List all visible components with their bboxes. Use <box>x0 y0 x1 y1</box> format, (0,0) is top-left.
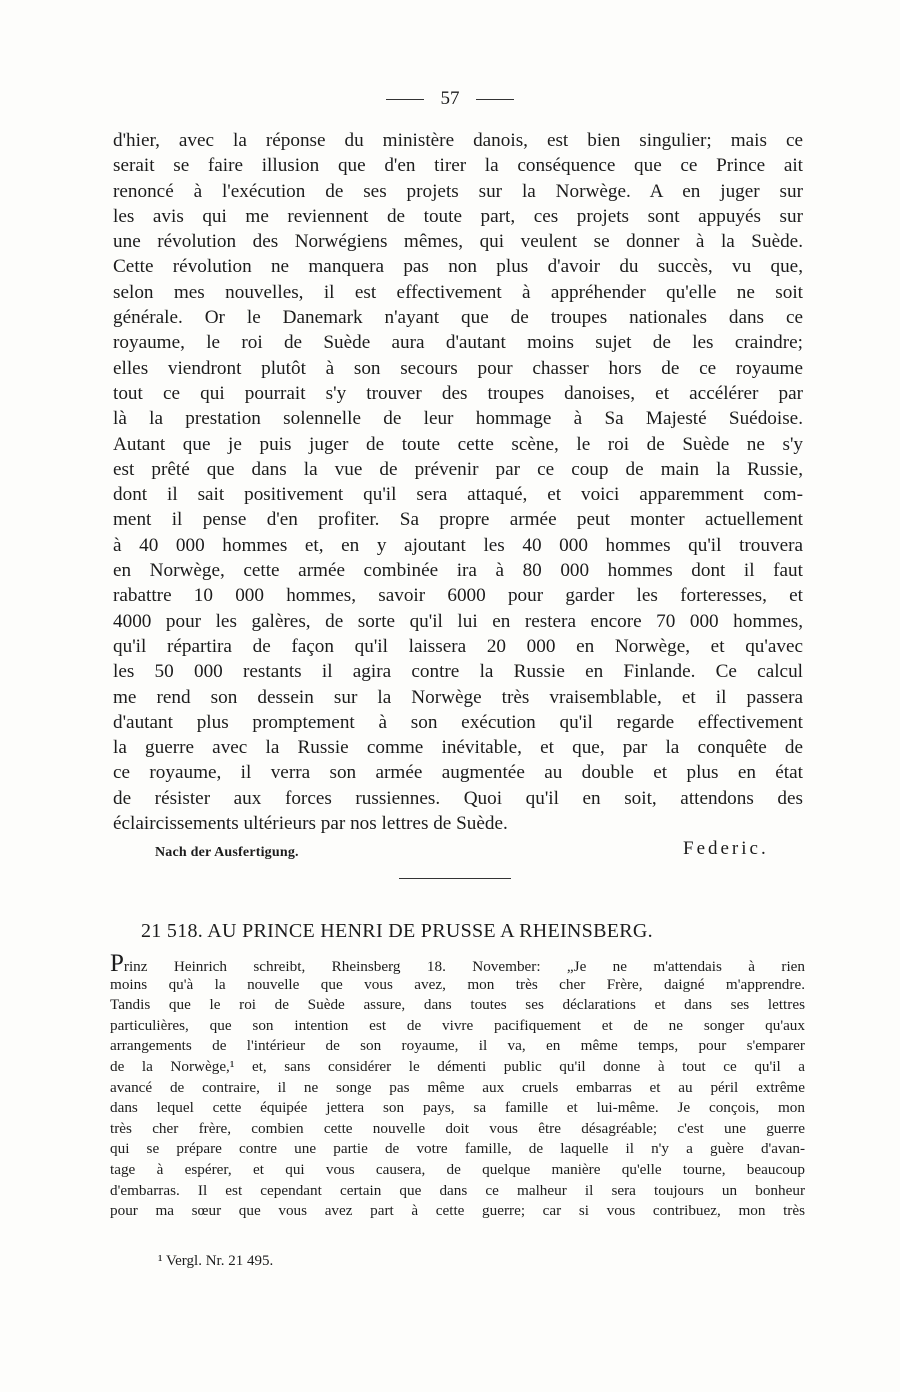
body-text-line: la guerre avec la Russie comme inévitable, et que, par la conquête de <box>113 737 803 759</box>
body-text-line: me rend son dessein sur la Norwège très vraisemblable, et il passera <box>113 686 803 708</box>
footnote: ¹ Vergl. Nr. 21 495. <box>158 1253 274 1269</box>
letter-text-line: avancé de contraire, il ne songe pas même aux cruels embarras et au péril extrême <box>110 1078 805 1096</box>
body-text-line: générale. Or le Danemark n'ayant que de troupes nationales dans ce <box>113 307 803 329</box>
letter-text-line: Tandis que le roi de Suède assure, dans toutes ses déclarations et dans ses lettres <box>110 996 805 1014</box>
body-text-line: selon mes nouvelles, il est effectivement à appréhender qu'elle ne soit <box>113 281 803 303</box>
body-text-line: Cette révolution ne manquera pas non plus d'avoir du succès, vu que, <box>113 256 803 278</box>
body-text-line: d'hier, avec la réponse du ministère danois, est bien singulier; mais ce <box>113 130 803 151</box>
body-text-line: elles viendront plutôt à son secours pour chasser hors de ce royaume <box>113 357 803 379</box>
body-text-line: une révolution des Norwégiens mêmes, qui veulent se donner à la Suède. <box>113 231 803 253</box>
body-text-line: éclaircissements ultérieurs par nos lettres de Suède. <box>113 813 508 835</box>
page-header <box>0 84 900 114</box>
body-text-line: Autant que je puis juger de toute cette scène, le roi de Suède ne s'y <box>113 433 803 455</box>
body-text-line: renoncé à l'exécution de ses projets sur la Norwège. A en juger sur <box>113 180 803 202</box>
letter-text-line: moins qu'à la nouvelle que vous avez, mon très cher Frère, daigné m'apprendre. <box>110 975 805 993</box>
body-text-line: ment il pense d'en profiter. Sa propre armée peut monter actuellement <box>113 509 803 531</box>
body-text-line: les avis qui me reviennent de toute part, ces projets sont appuyés sur <box>113 205 803 227</box>
letter-text-line: dans lequel cette équipée jettera son pays, sa famille et lui-même. Je conçois, mon <box>110 1099 805 1117</box>
body-text-line: tout ce qui pourrait s'y trouver des troupes danoises, et accélérer par <box>113 382 803 404</box>
letter-text-line: de la Norwège,¹ et, sans considérer le démenti public qu'il donne à tout ce qu'il a <box>110 1057 805 1075</box>
letter-text-line: d'embarras. Il est cependant certain que dans ce malheur il sera toujours un bonheur <box>110 1181 805 1199</box>
body-text-line: ce royaume, il verra son armée augmentée au double et plus en état <box>113 762 803 784</box>
letter-first-line-text: rinz Heinrich schreibt, Rheinsberg 18. November: „Je ne m'attendais à rien <box>123 958 805 975</box>
main-text-block <box>113 128 803 836</box>
header-rule-right <box>476 99 514 100</box>
section-separator <box>399 878 511 879</box>
letter-text-line: qui se prépare contre une partie de votre famille, de laquelle il n'y a guère d'avan- <box>110 1140 805 1158</box>
body-text-line: de résister aux forces russiennes. Quoi qu'il en soit, attendons des <box>113 787 803 809</box>
body-text-line: serait se faire illusion que d'en tirer la conséquence que ce Prince ait <box>113 155 803 177</box>
body-text-line: en Norwège, cette armée combinée ira à 80 000 hommes dont il faut <box>113 560 803 582</box>
letter-text-line: très cher frère, combien cette nouvelle doit vous être désagréable; c'est une guerre <box>110 1119 805 1137</box>
page-number: 57 <box>440 88 460 109</box>
body-text-line: dont il sait positivement qu'il sera attaqué, et voici apparemment com- <box>113 484 803 506</box>
body-text-line: royaume, le roi de Suède aura d'autant moins sujet de les craindre; <box>113 332 803 354</box>
letter-text-line: particulières, que son intention est de vivre pacifiquement et de ne songer qu'aux <box>110 1016 805 1034</box>
body-text-line: rabattre 10 000 hommes, savoir 6000 pour garder les forteresses, et <box>113 585 803 607</box>
header-rule-left <box>386 99 424 100</box>
body-text-line: là la prestation solennelle de leur hommage à Sa Majesté Suédoise. <box>113 408 803 430</box>
letter-initial: P <box>110 950 124 977</box>
body-text-line: à 40 000 hommes et, en y ajoutant les 40 000 hommes qu'il trouvera <box>113 534 803 556</box>
letter-text-line <box>110 950 805 977</box>
body-text-line: qu'il répartira de façon qu'il laissera 20 000 en Norwège, et qu'avec <box>113 635 803 657</box>
body-text-line: 4000 pour les galères, de sorte qu'il lui en restera encore 70 000 hommes, <box>113 610 803 632</box>
letter-heading: 21 518. AU PRINCE HENRI DE PRUSSE A RHEINSBERG. <box>141 920 653 942</box>
letter-text-line: pour ma sœur que vous avez part à cette guerre; car si vous contribuez, mon très <box>110 1202 805 1220</box>
letter-text-block <box>110 950 805 1222</box>
letter-text-line: tage à espérer, et qui vous causera, de quelque manière qu'elle tourne, beaucoup <box>110 1160 805 1178</box>
signature: Federic. <box>683 838 769 859</box>
body-text-line: est prêté que dans la vue de prévenir par ce coup de main la Russie, <box>113 458 803 480</box>
source-note: Nach der Ausfertigung. <box>155 845 299 860</box>
letter-text-line: arrangements de l'intérieur de son royaume, il va, en même temps, pour s'emparer <box>110 1037 805 1055</box>
body-text-line: d'autant plus promptement à son exécution qu'il regarde effectivement <box>113 711 803 733</box>
body-text-line: les 50 000 restants il agira contre la Russie en Finlande. Ce calcul <box>113 661 803 683</box>
